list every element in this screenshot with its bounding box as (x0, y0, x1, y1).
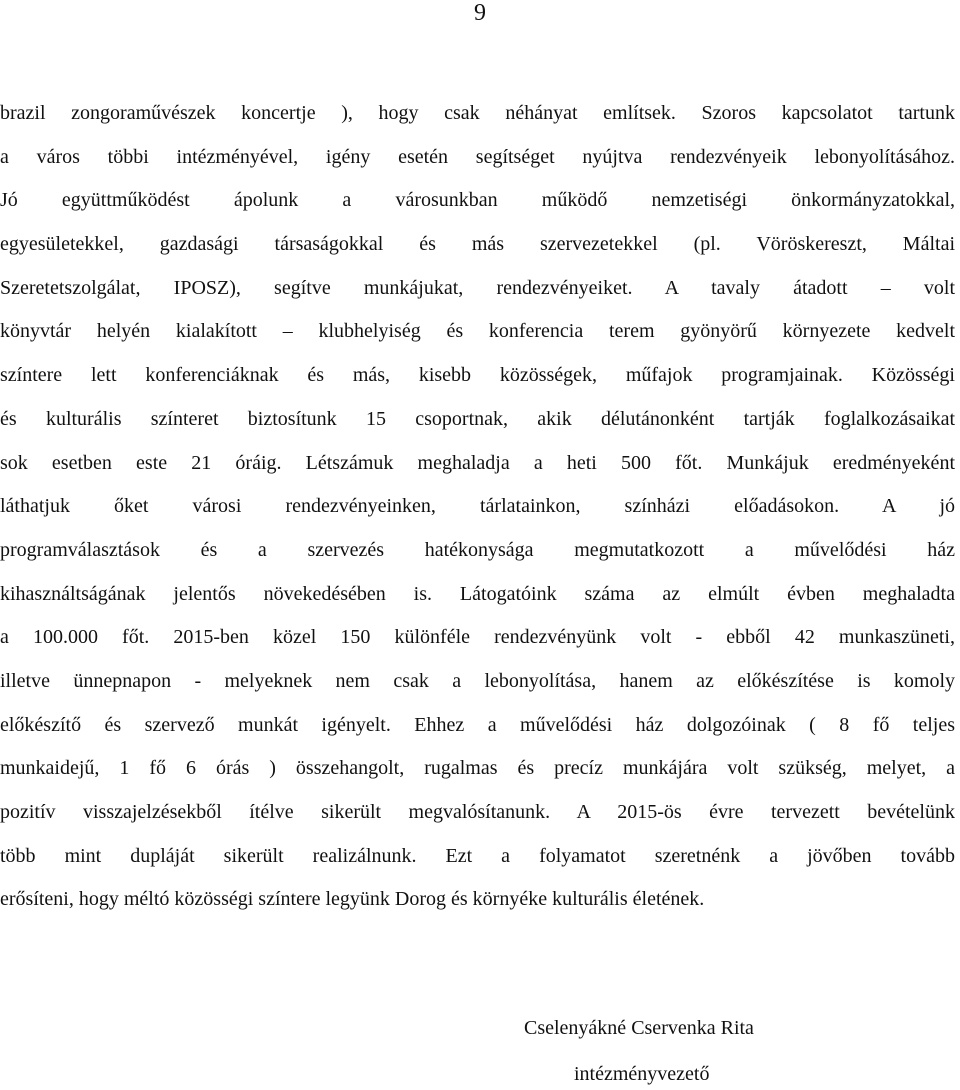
text-line: színtere lett konferenciáknak és más, kisebb közösségek, műfajok programjainak. Közösségi (0, 364, 955, 387)
text-line: illetve ünnepnapon - melyeknek nem csak a lebonyolítása, hanem az előkészítése is komoly (0, 669, 955, 692)
text-line: Jó együttműködést ápolunk a városunkban működő nemzetiségi önkormányzatokkal, (0, 189, 955, 212)
text-line: több mint dupláját sikerült realizálnunk. Ezt a folyamatot szeretnénk a jövőben tovább (0, 844, 955, 867)
text-line: pozitív visszajelzésekből ítélve sikerült megvalósítanunk. A 2015-ös évre tervezett bevételünk (0, 801, 955, 823)
signature-title: intézményvezető (574, 1063, 710, 1085)
text-line: munkaidejű, 1 fő 6 órás ) összehangolt, rugalmas és precíz munkájára volt szükség, melyet, a (0, 757, 955, 780)
signature-name: Cselenyákné Cservenka Rita (524, 1017, 754, 1039)
text-line: könyvtár helyén kialakított – klubhelyiség és konferencia terem gyönyörű környezete kedvelt (0, 320, 955, 343)
text-line: erősíteni, hogy méltó közösségi színtere legyünk Dorog és környéke kulturális életének. (0, 888, 705, 911)
body-text (0, 92, 955, 922)
text-line: és kulturális színteret biztosítunk 15 csoportnak, akik délutánonként tartják foglalkozásaikat (0, 407, 955, 430)
page-number: 9 (474, 0, 486, 26)
text-line: brazil zongoraművészek koncertje ), hogy csak néhányat említsek. Szoros kapcsolatot tartunk (0, 102, 955, 124)
text-line: sok esetben este 21 óráig. Létszámuk meghaladja a heti 500 főt. Munkájuk eredményeként (0, 451, 955, 474)
text-line: kihasználtságának jelentős növekedésében is. Látogatóink száma az elmúlt évben meghaladta (0, 582, 955, 605)
text-line: programválasztások és a szervezés hatékonysága megmutatkozott a művelődési ház (0, 538, 955, 561)
text-line: láthatjuk őket városi rendezvényeinken, tárlatainkon, színházi előadásokon. A jó (0, 495, 955, 518)
text-line: előkészítő és szervező munkát igényelt. Ehhez a művelődési ház dolgozóinak ( 8 fő teljes (0, 713, 955, 736)
text-line: Szeretetszolgálat, IPOSZ), segítve munkájukat, rendezvényeiket. A tavaly átadott – volt (0, 276, 955, 299)
text-line: a város többi intézményével, igény esetén segítséget nyújtva rendezvényeik lebonyolításához. (0, 145, 955, 168)
text-line: a 100.000 főt. 2015-ben közel 150 különféle rendezvényünk volt - ebből 42 munkaszüneti, (0, 626, 955, 649)
text-line: egyesületekkel, gazdasági társaságokkal és más szervezetekkel (pl. Vöröskereszt, Máltai (0, 233, 955, 256)
